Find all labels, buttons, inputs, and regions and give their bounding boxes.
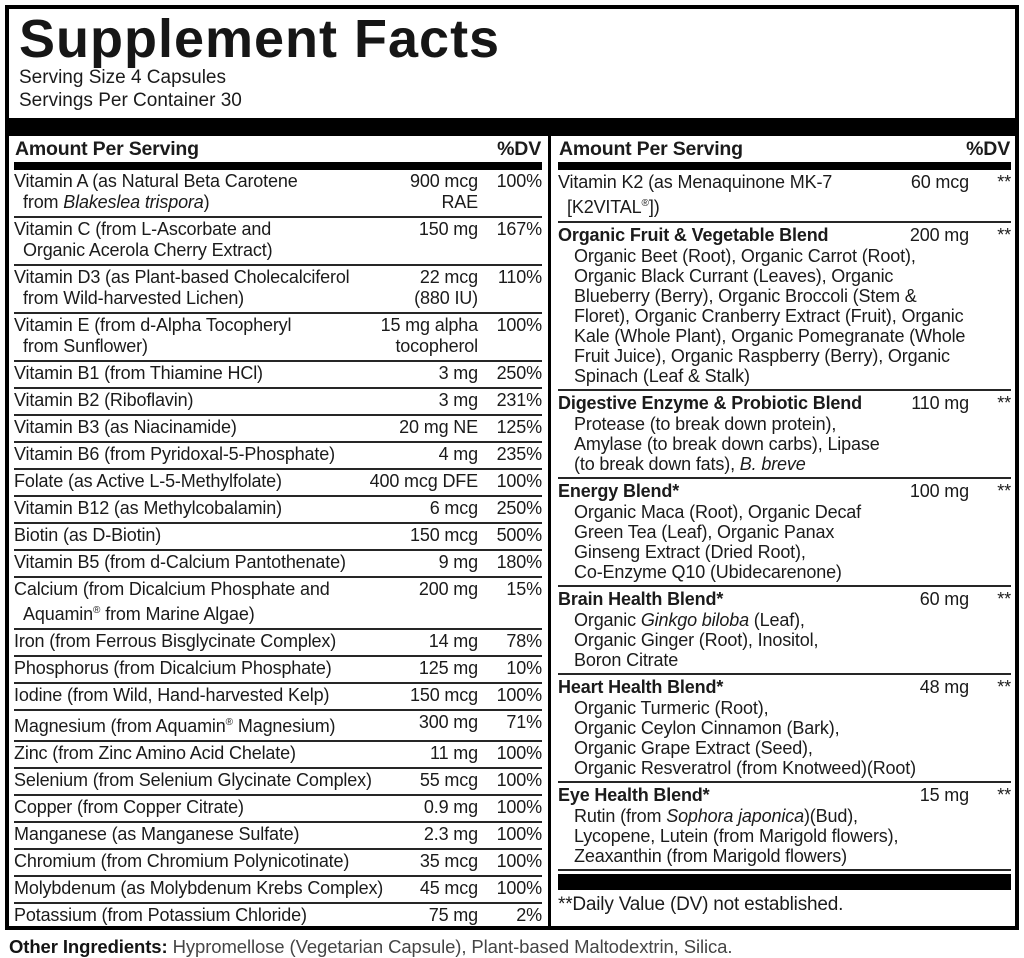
blend-dv: ** [997, 677, 1011, 698]
text-line: Vitamin B3 (as Niacinamide) [14, 417, 237, 438]
other-ingredients-label: Other Ingredients: [9, 936, 168, 957]
nutrient-amount [399, 417, 478, 438]
blend-row [558, 479, 1011, 587]
nutrient-rows [14, 170, 542, 926]
text-line: Spinach (Leaf & Stalk) [574, 366, 750, 387]
blend-dv: ** [997, 393, 1011, 414]
blend-header [558, 589, 1011, 610]
other-ingredients [9, 936, 732, 958]
blend-name [558, 393, 905, 414]
nutrient-amount [410, 525, 478, 546]
nutrient-row [14, 266, 542, 314]
nutrient-name [14, 797, 424, 818]
text-line: Organic Maca (Root), Organic Decaf [574, 502, 862, 523]
nutrient-name [14, 363, 439, 384]
nutrient-name [14, 525, 410, 546]
text-line: Vitamin A (as Natural Beta Carotene [14, 171, 298, 192]
nutrient-amount [430, 498, 478, 519]
nutrient-amount [439, 390, 478, 411]
text-line: Ginseng Extract (Dried Root), [574, 542, 806, 563]
nutrient-row [14, 657, 542, 684]
text-line: Vitamin C (from L-Ascorbate and [14, 219, 272, 240]
text-line: Organic Fruit & Vegetable Blend [558, 225, 829, 246]
nutrient-dv: 10% [506, 658, 542, 679]
thick-divider-bar [9, 118, 1015, 136]
dv-footnote: **Daily Value (DV) not established. [558, 894, 844, 916]
blend-header [558, 677, 1011, 698]
amount-line: 22 mcg [419, 267, 478, 288]
blend-header [558, 172, 1011, 218]
text-line: Boron Citrate [574, 650, 679, 671]
text-line: Brain Health Blend* [558, 589, 724, 610]
blend-ingredients [558, 698, 1011, 778]
nutrient-name [14, 417, 399, 438]
nutrient-amount [410, 171, 478, 213]
nutrient-name [14, 685, 410, 706]
text-line: Aquamin® from Marine Algae) [23, 604, 255, 625]
blend-name [558, 785, 914, 806]
text-line: Phosphorus (from Dicalcium Phosphate) [14, 658, 332, 679]
nutrient-row [14, 170, 542, 218]
left-column [9, 136, 551, 926]
text-line: Co-Enzyme Q10 (Ubidecarenone) [574, 562, 842, 583]
nutrient-amount [419, 658, 478, 679]
amount-line: 3 mg [438, 390, 478, 411]
blend-header [558, 225, 1011, 246]
nutrient-dv: 167% [496, 219, 542, 240]
serving-size: Serving Size 4 Capsules [19, 67, 226, 88]
blend-header [558, 393, 1011, 414]
nutrient-row [14, 904, 542, 926]
nutrient-name [14, 171, 410, 213]
blend-amount: 48 mg [919, 677, 969, 698]
nutrient-dv: 235% [496, 444, 542, 465]
nutrient-row [14, 218, 542, 266]
nutrient-dv: 78% [506, 631, 542, 652]
text-line: Vitamin K2 (as Menaquinone MK-7 [558, 172, 833, 193]
text-line: Organic Ceylon Cinnamon (Bark), [574, 718, 840, 739]
nutrient-row [14, 551, 542, 578]
nutrient-amount [424, 824, 478, 845]
amount-line: 400 mcg DFE [369, 471, 478, 492]
text-line: Biotin (as D-Biotin) [14, 525, 162, 546]
nutrient-dv: 110% [497, 267, 542, 288]
nutrient-row [14, 630, 542, 657]
nutrient-row [14, 362, 542, 389]
nutrient-dv: 100% [496, 878, 542, 899]
nutrient-dv: 100% [496, 171, 542, 192]
text-line: Copper (from Copper Citrate) [14, 797, 244, 818]
text-segment: Blakeslea trispora [63, 192, 204, 213]
nutrient-amount [420, 851, 478, 872]
panel-header [9, 9, 1015, 118]
text-line: Amylase (to break down carbs), Lipase [574, 434, 880, 455]
blend-row [558, 587, 1011, 675]
blend-name [558, 172, 905, 218]
text-line: Folate (as Active L-5-Methylfolate) [14, 471, 282, 492]
nutrient-name [14, 471, 370, 492]
amount-line: 20 mg NE [399, 417, 478, 438]
text-line: Potassium (from Potassium Chloride) [14, 905, 307, 926]
nutrient-dv: 100% [496, 471, 542, 492]
nutrient-dv: 100% [496, 797, 542, 818]
text-line: Vitamin B12 (as Methylcobalamin) [14, 498, 282, 519]
nutrient-amount [429, 905, 478, 926]
nutrient-amount [410, 685, 478, 706]
text-line: Manganese (as Manganese Sulfate) [14, 824, 300, 845]
nutrient-dv: 231% [496, 390, 542, 411]
nutrient-row [14, 314, 542, 362]
page-title: Supplement Facts [19, 9, 501, 69]
text-line: Organic Ginkgo biloba (Leaf), [574, 610, 805, 631]
blend-rows [558, 170, 1011, 871]
text-line: Organic Black Currant (Leaves), Organic [574, 266, 894, 287]
text-line: Floret), Organic Cranberry Extract (Fruit), Organic [574, 306, 964, 327]
text-line: Chromium (from Chromium Polynicotinate) [14, 851, 350, 872]
nutrient-dv: 100% [496, 743, 542, 764]
blend-ingredients [558, 414, 1011, 474]
amount-line: RAE [441, 192, 478, 213]
nutrient-dv: 125% [496, 417, 542, 438]
text-line: Iron (from Ferrous Bisglycinate Complex) [14, 631, 337, 652]
nutrient-row [14, 684, 542, 711]
nutrient-row [14, 742, 542, 769]
nutrient-amount [420, 770, 478, 791]
nutrient-amount [370, 471, 478, 492]
amount-line: 900 mcg [410, 171, 478, 192]
nutrient-name [14, 552, 439, 573]
dv-header: %DV [966, 138, 1010, 161]
blend-dv: ** [997, 481, 1011, 502]
nutrient-dv: 250% [496, 498, 542, 519]
text-line: Iodine (from Wild, Hand-harvested Kelp) [14, 685, 330, 706]
text-line: Vitamin B5 (from d-Calcium Pantothenate) [14, 552, 346, 573]
blend-row [558, 675, 1011, 783]
nutrient-row [14, 524, 542, 551]
text-line: Organic Grape Extract (Seed), [574, 738, 813, 759]
nutrient-amount [419, 712, 478, 733]
blend-row [558, 783, 1011, 871]
other-ingredients-text: Hypromellose (Vegetarian Capsule), Plant-based Maltodextrin, Silica. [167, 936, 733, 957]
nutrient-name [14, 743, 430, 764]
amount-line: 300 mg [418, 712, 478, 733]
amount-line: 55 mcg [419, 770, 478, 791]
amount-line: 45 mcg [419, 878, 478, 899]
text-line: Rutin (from Sophora japonica)(Bud), [574, 806, 858, 827]
blend-header [558, 785, 1011, 806]
nutrient-name [14, 219, 419, 261]
blend-amount: 60 mcg [910, 172, 969, 193]
nutrient-name [14, 390, 439, 411]
nutrient-row [14, 877, 542, 904]
amount-line: 0.9 mg [423, 797, 478, 818]
nutrient-dv: 71% [506, 712, 542, 733]
blend-amount: 15 mg [919, 785, 969, 806]
text-line: Organic Beet (Root), Organic Carrot (Root), [574, 246, 916, 267]
blend-header [558, 481, 1011, 502]
text-segment: Sophora japonica [666, 806, 804, 827]
nutrient-dv: 180% [496, 552, 542, 573]
amount-line: 75 mg [428, 905, 478, 926]
nutrient-dv: 250% [496, 363, 542, 384]
amount-line: 3 mg [438, 363, 478, 384]
text-line: Zeaxanthin (from Marigold flowers) [574, 846, 847, 867]
text-segment: B. breve [739, 454, 806, 475]
nutrient-name [14, 658, 419, 679]
nutrient-name [14, 579, 419, 625]
text-line: Eye Health Blend* [558, 785, 710, 806]
nutrient-row [14, 416, 542, 443]
text-line: Organic Ginger (Root), Inositol, [574, 630, 819, 651]
blend-name [558, 225, 904, 246]
supplement-facts-panel [5, 5, 1019, 930]
blend-ingredients [558, 502, 1011, 582]
blend-row [558, 391, 1011, 479]
text-line: Fruit Juice), Organic Raspberry (Berry), Organic [574, 346, 950, 367]
text-line: Magnesium (from Aquamin® Magnesium) [14, 716, 336, 737]
nutrient-dv: 100% [496, 315, 542, 336]
nutrient-name [14, 905, 429, 926]
amount-line: 200 mg [418, 579, 478, 600]
blend-row [558, 170, 1011, 223]
text-line: Zinc (from Zinc Amino Acid Chelate) [14, 743, 296, 764]
medium-divider-bar [558, 162, 1011, 170]
nutrient-name [14, 712, 419, 737]
nutrient-row [14, 796, 542, 823]
servings-per-container: Servings Per Container 30 [19, 90, 242, 112]
text-line: Kale (Whole Plant), Organic Pomegranate (Whole [574, 326, 966, 347]
text-line: Vitamin B2 (Riboflavin) [14, 390, 194, 411]
nutrient-row [14, 443, 542, 470]
nutrient-row [14, 711, 542, 742]
text-line: Vitamin D3 (as Plant-based Cholecalciferol [14, 267, 350, 288]
blend-amount: 60 mg [919, 589, 969, 610]
text-line: Blueberry (Berry), Organic Broccoli (Stem & [574, 286, 917, 307]
nutrient-amount [430, 743, 478, 764]
medium-divider-bar [14, 162, 542, 170]
text-line: Heart Health Blend* [558, 677, 724, 698]
text-line: Vitamin E (from d-Alpha Tocopheryl [14, 315, 292, 336]
text-segment: ® [225, 717, 234, 729]
nutrient-name [14, 315, 381, 357]
blend-amount: 200 mg [909, 225, 969, 246]
nutrient-amount [419, 219, 478, 240]
text-line: from Sunflower) [23, 336, 148, 357]
nutrient-row [14, 823, 542, 850]
text-line: (to break down fats), B. breve [574, 454, 806, 475]
nutrient-name [14, 631, 429, 652]
text-line: Organic Acerola Cherry Extract) [23, 240, 273, 261]
nutrient-row [14, 497, 542, 524]
text-line: [K2VITAL®]) [567, 197, 660, 218]
amount-line: 11 mg [430, 743, 478, 764]
text-segment: Ginkgo biloba [640, 610, 749, 631]
nutrient-name [14, 824, 424, 845]
blend-dv: ** [997, 225, 1011, 246]
amount-line: 125 mg [418, 658, 478, 679]
amount-per-serving-header: Amount Per Serving [559, 138, 743, 161]
nutrient-amount [424, 797, 478, 818]
text-segment: ® [641, 198, 649, 210]
nutrient-name [14, 267, 414, 309]
nutrient-row [14, 850, 542, 877]
text-line: Organic Turmeric (Root), [574, 698, 769, 719]
nutrient-amount [414, 267, 478, 309]
nutrient-row [14, 389, 542, 416]
nutrient-amount [439, 552, 478, 573]
nutrient-dv: 2% [516, 905, 542, 926]
text-line: Organic Resveratrol (from Knotweed)(Root) [574, 758, 916, 779]
text-line: Vitamin B1 (from Thiamine HCl) [14, 363, 263, 384]
nutrient-dv: 100% [496, 824, 542, 845]
amount-line: 150 mg [418, 219, 478, 240]
blend-row [558, 223, 1011, 391]
nutrient-amount [429, 631, 478, 652]
text-line: Energy Blend* [558, 481, 680, 502]
nutrient-name [14, 770, 420, 791]
nutrient-dv: 500% [496, 525, 542, 546]
text-line: Lycopene, Lutein (from Marigold flowers), [574, 826, 899, 847]
nutrient-name [14, 851, 420, 872]
blend-name [558, 481, 904, 502]
right-column [551, 136, 1015, 926]
nutrient-amount [419, 579, 478, 600]
nutrient-dv: 15% [506, 579, 542, 600]
text-line: from Blakeslea trispora) [23, 192, 210, 213]
text-line: Digestive Enzyme & Probiotic Blend [558, 393, 862, 414]
amount-line: 9 mg [438, 552, 478, 573]
dv-header: %DV [497, 138, 541, 161]
blend-dv: ** [997, 589, 1011, 610]
amount-line: 150 mcg [410, 685, 478, 706]
end-bar [558, 874, 1011, 890]
blend-ingredients [558, 806, 1011, 866]
amount-line: (880 IU) [414, 288, 478, 309]
nutrient-name [14, 878, 420, 899]
amount-line: 6 mcg [429, 498, 478, 519]
nutrient-amount [439, 444, 478, 465]
text-line: Calcium (from Dicalcium Phosphate and [14, 579, 330, 600]
nutrient-name [14, 444, 439, 465]
nutrient-row [14, 470, 542, 497]
blend-dv: ** [997, 785, 1011, 806]
nutrient-dv: 100% [496, 851, 542, 872]
amount-line: 15 mg alpha [380, 315, 478, 336]
amount-line: 150 mcg [410, 525, 478, 546]
nutrient-dv: 100% [496, 770, 542, 791]
text-line: Green Tea (Leaf), Organic Panax [574, 522, 835, 543]
columns-wrapper [9, 136, 1015, 926]
nutrient-amount [439, 363, 478, 384]
left-column-header [14, 136, 542, 162]
amount-line: 14 mg [428, 631, 478, 652]
nutrient-dv: 100% [496, 685, 542, 706]
nutrient-amount [381, 315, 478, 357]
text-line: from Wild-harvested Lichen) [23, 288, 245, 309]
amount-line: tocopherol [395, 336, 478, 357]
blend-ingredients [558, 610, 1011, 670]
amount-line: 35 mcg [419, 851, 478, 872]
amount-line: 4 mg [438, 444, 478, 465]
nutrient-name [14, 498, 430, 519]
amount-line: 2.3 mg [423, 824, 478, 845]
blend-dv: ** [997, 172, 1011, 193]
blend-amount: 110 mg [911, 393, 969, 414]
text-line: Selenium (from Selenium Glycinate Complex) [14, 770, 372, 791]
blend-name [558, 589, 914, 610]
text-segment: ® [93, 605, 101, 617]
nutrient-row [14, 769, 542, 796]
blend-name [558, 677, 914, 698]
blend-amount: 100 mg [909, 481, 969, 502]
blend-ingredients [558, 246, 1011, 386]
amount-per-serving-header: Amount Per Serving [15, 138, 199, 161]
nutrient-amount [420, 878, 478, 899]
right-column-header [558, 136, 1011, 162]
text-line: Vitamin B6 (from Pyridoxal-5-Phosphate) [14, 444, 335, 465]
text-line: Protease (to break down protein), [574, 414, 837, 435]
nutrient-row [14, 578, 542, 630]
text-line: Molybdenum (as Molybdenum Krebs Complex) [14, 878, 384, 899]
